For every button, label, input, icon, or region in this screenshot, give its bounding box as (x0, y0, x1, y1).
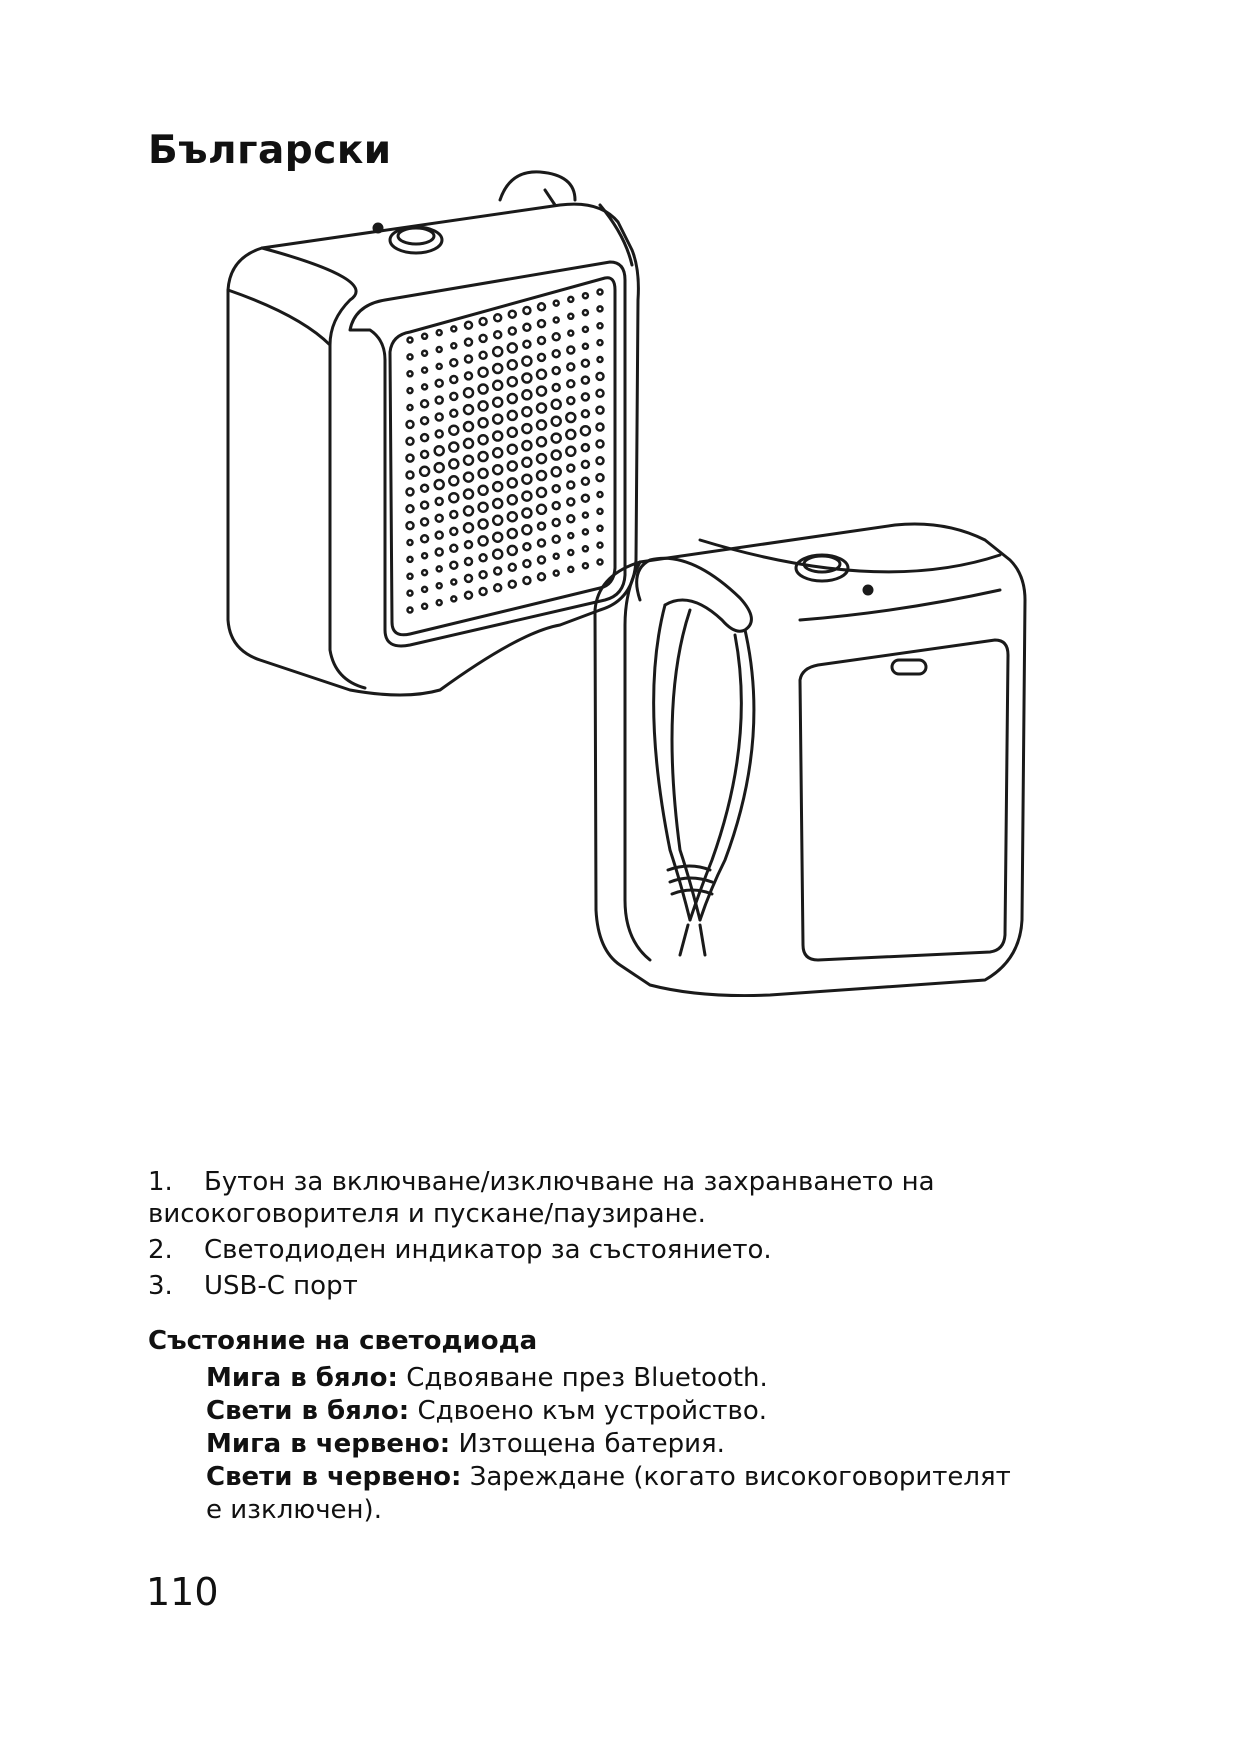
grille-dot (553, 333, 560, 340)
grille-dot (508, 377, 517, 386)
grille-dot (567, 498, 574, 505)
grille-dot (582, 377, 589, 384)
grille-dot (407, 438, 414, 445)
grille-dot (464, 506, 473, 515)
grille-dot (553, 350, 560, 357)
grille-dot (523, 577, 530, 584)
grille-dot (552, 434, 561, 443)
grille-dot (493, 482, 502, 491)
speaker-back-view (595, 524, 1025, 996)
grille-dot (493, 448, 502, 457)
legend-item: 1. Бутон за включване/изключване на захранването на високоговорителя и пускане/паузиране. (148, 1167, 935, 1229)
grille-dot (523, 341, 530, 348)
grille-dot (421, 417, 428, 424)
led-status-list (206, 1362, 1026, 1527)
grille-dot (582, 495, 589, 502)
grille-dot (479, 452, 488, 461)
grille-dot (568, 550, 573, 555)
grille-dot (522, 441, 531, 450)
grille-dot (479, 385, 488, 394)
grille-dot (451, 596, 456, 601)
grille-dot (567, 347, 574, 354)
grille-dot (508, 529, 517, 538)
grille-dot (421, 400, 428, 407)
grille-dot (494, 584, 501, 591)
grille-dot (465, 356, 472, 363)
grille-dot (567, 380, 574, 387)
grille-dot (508, 478, 517, 487)
led-status-label: Мига в бяло: (206, 1363, 398, 1393)
grille-dot (479, 368, 488, 377)
led-status-label: Мига в червено: (206, 1429, 451, 1459)
grille-dot (421, 502, 428, 509)
led-status-text: Изтощена батерия. (458, 1429, 725, 1459)
grille-dot (568, 533, 573, 538)
grille-dot (437, 583, 442, 588)
grille-dot (408, 405, 413, 410)
grille-dot (566, 447, 575, 456)
grille-dot (597, 474, 604, 481)
grille-dot (598, 323, 603, 328)
grille-dot (537, 437, 546, 446)
grille-dot (554, 571, 559, 576)
grille-dot (493, 347, 502, 356)
page-number: 110 (146, 1570, 219, 1614)
grille-dot (582, 478, 589, 485)
grille-dot (566, 430, 575, 439)
led-status-heading: Състояние на светодиода (148, 1326, 538, 1356)
grille-dot (598, 290, 603, 295)
grille-dot (408, 591, 413, 596)
grille-dot (554, 301, 559, 306)
grille-dot (553, 536, 560, 543)
led-status-item (206, 1395, 1026, 1428)
legend-list (148, 1166, 1108, 1306)
grille-dot (449, 426, 458, 435)
grille-dot (568, 314, 573, 319)
grille-dot (508, 411, 517, 420)
grille-dot (597, 440, 604, 447)
grille-dot (437, 330, 442, 335)
grille-dot (449, 459, 458, 468)
grille-dot (538, 337, 545, 344)
grille-dot (450, 393, 457, 400)
grille-dot (422, 334, 427, 339)
grille-dot (583, 344, 588, 349)
grille-dot (421, 485, 428, 492)
grille-dot (407, 455, 414, 462)
grille-dot (567, 515, 574, 522)
grille-dot (538, 354, 545, 361)
grille-dot (465, 592, 472, 599)
legend-text: Светодиоден индикатор за състоянието. (204, 1235, 772, 1265)
grille-dot (493, 381, 502, 390)
grille-dot (421, 451, 428, 458)
grille-dot (537, 505, 546, 514)
grille-dot (408, 557, 413, 562)
grille-dot (421, 518, 428, 525)
grille-dot (422, 553, 427, 558)
grille-dot (553, 485, 560, 492)
grille-dot (479, 418, 488, 427)
legend-text: Бутон за включване/изключване на захранването на високоговорителя и пускане/паузиране. (148, 1167, 935, 1229)
grille-dot (582, 393, 589, 400)
grille-dot (583, 513, 588, 518)
grille-dot (537, 420, 546, 429)
grille-dot (597, 373, 604, 380)
grille-dot (464, 405, 473, 414)
grille-dot (522, 424, 531, 433)
grille-dot (508, 445, 517, 454)
grille-dot (598, 560, 603, 565)
grille-dot (508, 512, 517, 521)
grille-dot (494, 568, 501, 575)
grille-dot (464, 388, 473, 397)
grille-dot (436, 430, 443, 437)
grille-dot (451, 580, 456, 585)
grille-dot (464, 456, 473, 465)
grille-dot (508, 546, 517, 555)
grille-dot (509, 564, 516, 571)
grille-dot (422, 351, 427, 356)
grille-dot (449, 443, 458, 452)
legend-text: USB-C порт (204, 1271, 358, 1301)
grille-dot (522, 458, 531, 467)
grille-dot (494, 314, 501, 321)
grille-dot (508, 394, 517, 403)
grille-dot (494, 331, 501, 338)
grille-dot (450, 562, 457, 569)
grille-dot (465, 322, 472, 329)
grille-dot (421, 434, 428, 441)
grille-dot (436, 380, 443, 387)
grille-dot (450, 511, 457, 518)
grille-dot (435, 463, 444, 472)
grille-dot (581, 426, 590, 435)
grille-dot (568, 567, 573, 572)
grille-dot (583, 546, 588, 551)
grille-dot (583, 563, 588, 568)
page-title: Български (148, 128, 392, 173)
grille-dot (407, 522, 414, 529)
grille-dot (508, 428, 517, 437)
grille-dot (435, 480, 444, 489)
grille-dot (435, 446, 444, 455)
grille-dot (568, 297, 573, 302)
grille-dot (479, 435, 488, 444)
grille-dot (465, 558, 472, 565)
grille-dot (421, 535, 428, 542)
grille-dot (554, 554, 559, 559)
speaker-grille-dots (407, 290, 604, 613)
grille-dot (538, 540, 545, 547)
grille-dot (437, 600, 442, 605)
grille-dot (493, 432, 502, 441)
grille-dot (598, 306, 603, 311)
grille-dot (479, 401, 488, 410)
legend-number: 3. (148, 1271, 173, 1301)
grille-dot (451, 326, 456, 331)
grille-dot (567, 397, 574, 404)
grille-dot (522, 509, 531, 518)
grille-dot (583, 310, 588, 315)
grille-dot (450, 528, 457, 535)
grille-dot (567, 465, 574, 472)
grille-dot (509, 581, 516, 588)
grille-dot (422, 587, 427, 592)
grille-dot (464, 439, 473, 448)
grille-dot (582, 360, 589, 367)
grille-dot (449, 493, 458, 502)
grille-dot (450, 376, 457, 383)
grille-dot (522, 492, 531, 501)
grille-dot (522, 374, 531, 383)
led-status-item (206, 1362, 1026, 1395)
grille-dot (436, 549, 443, 556)
led-status-label: Свети в бяло: (206, 1396, 410, 1426)
grille-dot (537, 387, 546, 396)
grille-dot (464, 473, 473, 482)
grille-dot (523, 307, 530, 314)
grille-dot (552, 467, 561, 476)
grille-dot (582, 444, 589, 451)
grille-dot (598, 340, 603, 345)
grille-dot (422, 604, 427, 609)
grille-dot (538, 320, 545, 327)
grille-dot (508, 462, 517, 471)
grille-dot (450, 359, 457, 366)
grille-dot (552, 451, 561, 460)
grille-dot (493, 415, 502, 424)
grille-dot (493, 550, 502, 559)
led-status-item (206, 1428, 1026, 1461)
grille-dot (480, 588, 487, 595)
grille-dot (480, 554, 487, 561)
grille-dot (408, 574, 413, 579)
grille-dot (437, 347, 442, 352)
grille-dot (407, 472, 414, 479)
grille-dot (480, 335, 487, 342)
grille-dot (597, 457, 604, 464)
grille-dot (464, 422, 473, 431)
grille-dot (465, 339, 472, 346)
grille-dot (583, 529, 588, 534)
grille-dot (436, 498, 443, 505)
grille-dot (598, 509, 603, 514)
grille-dot (436, 532, 443, 539)
grille-dot (465, 575, 472, 582)
grille-dot (538, 556, 545, 563)
grille-dot (553, 384, 560, 391)
grille-dot (554, 318, 559, 323)
legend-item (148, 1270, 1108, 1302)
grille-dot (598, 543, 603, 548)
grille-dot (450, 545, 457, 552)
grille-dot (422, 384, 427, 389)
grille-dot (493, 364, 502, 373)
grille-dot (465, 372, 472, 379)
grille-dot (407, 488, 414, 495)
grille-dot (566, 413, 575, 422)
legend-item (148, 1234, 1108, 1266)
grille-dot (597, 424, 604, 431)
grille-dot (407, 505, 414, 512)
grille-dot (568, 331, 573, 336)
grille-dot (437, 364, 442, 369)
grille-dot (538, 573, 545, 580)
grille-dot (522, 475, 531, 484)
grille-dot (479, 536, 488, 545)
grille-dot (436, 397, 443, 404)
grille-dot (553, 519, 560, 526)
grille-dot (480, 318, 487, 325)
grille-dot (480, 571, 487, 578)
grille-dot (436, 414, 443, 421)
grille-dot (582, 461, 589, 468)
grille-dot (552, 417, 561, 426)
grille-dot (408, 608, 413, 613)
grille-dot (598, 357, 603, 362)
grille-dot (408, 540, 413, 545)
grille-dot (408, 371, 413, 376)
grille-dot (465, 541, 472, 548)
grille-dot (597, 390, 604, 397)
grille-dot (422, 570, 427, 575)
grille-dot (537, 471, 546, 480)
grille-dot (552, 400, 561, 409)
grille-dot (508, 343, 517, 352)
grille-dot (451, 343, 456, 348)
grille-dot (538, 303, 545, 310)
led-status-label: Свети в червено: (206, 1462, 462, 1492)
grille-dot (522, 525, 531, 534)
led-status-text: Сдвоено към устройство. (417, 1396, 767, 1426)
grille-dot (537, 404, 546, 413)
grille-dot (479, 520, 488, 529)
speaker-front-view (228, 172, 638, 695)
grille-dot (464, 523, 473, 532)
grille-dot (537, 488, 546, 497)
grille-dot (523, 324, 530, 331)
grille-dot (597, 407, 604, 414)
led-status-item (206, 1461, 1026, 1527)
grille-dot (450, 410, 457, 417)
led-status-text: Зареждане (когато високоговорителят е изключен). (206, 1462, 1011, 1525)
grille-dot (422, 368, 427, 373)
grille-dot (479, 486, 488, 495)
grille-dot (537, 370, 546, 379)
grille-dot (553, 367, 560, 374)
grille-dot (553, 502, 560, 509)
grille-dot (480, 352, 487, 359)
grille-dot (508, 360, 517, 369)
grille-dot (538, 523, 545, 530)
grille-dot (583, 327, 588, 332)
grille-dot (523, 560, 530, 567)
grille-dot (522, 390, 531, 399)
grille-dot (583, 293, 588, 298)
grille-dot (408, 354, 413, 359)
grille-dot (437, 566, 442, 571)
grille-dot (567, 482, 574, 489)
grille-dot (598, 492, 603, 497)
grille-dot (567, 363, 574, 370)
grille-dot (523, 543, 530, 550)
grille-dot (420, 467, 429, 476)
grille-dot (493, 499, 502, 508)
grille-dot (408, 338, 413, 343)
grille-dot (509, 328, 516, 335)
grille-dot (408, 388, 413, 393)
grille-dot (464, 490, 473, 499)
grille-dot (508, 495, 517, 504)
grille-dot (598, 526, 603, 531)
grille-dot (582, 410, 589, 417)
grille-dot (522, 357, 531, 366)
grille-dot (449, 476, 458, 485)
grille-dot (537, 454, 546, 463)
grille-dot (493, 533, 502, 542)
led-status-text: Сдвояване през Bluetooth. (406, 1363, 768, 1393)
grille-dot (479, 469, 488, 478)
grille-dot (436, 515, 443, 522)
grille-dot (407, 421, 414, 428)
grille-dot (493, 398, 502, 407)
grille-dot (509, 311, 516, 318)
grille-dot (493, 465, 502, 474)
grille-dot (522, 407, 531, 416)
grille-dot (479, 503, 488, 512)
legend-number: 2. (148, 1235, 173, 1265)
grille-dot (493, 516, 502, 525)
